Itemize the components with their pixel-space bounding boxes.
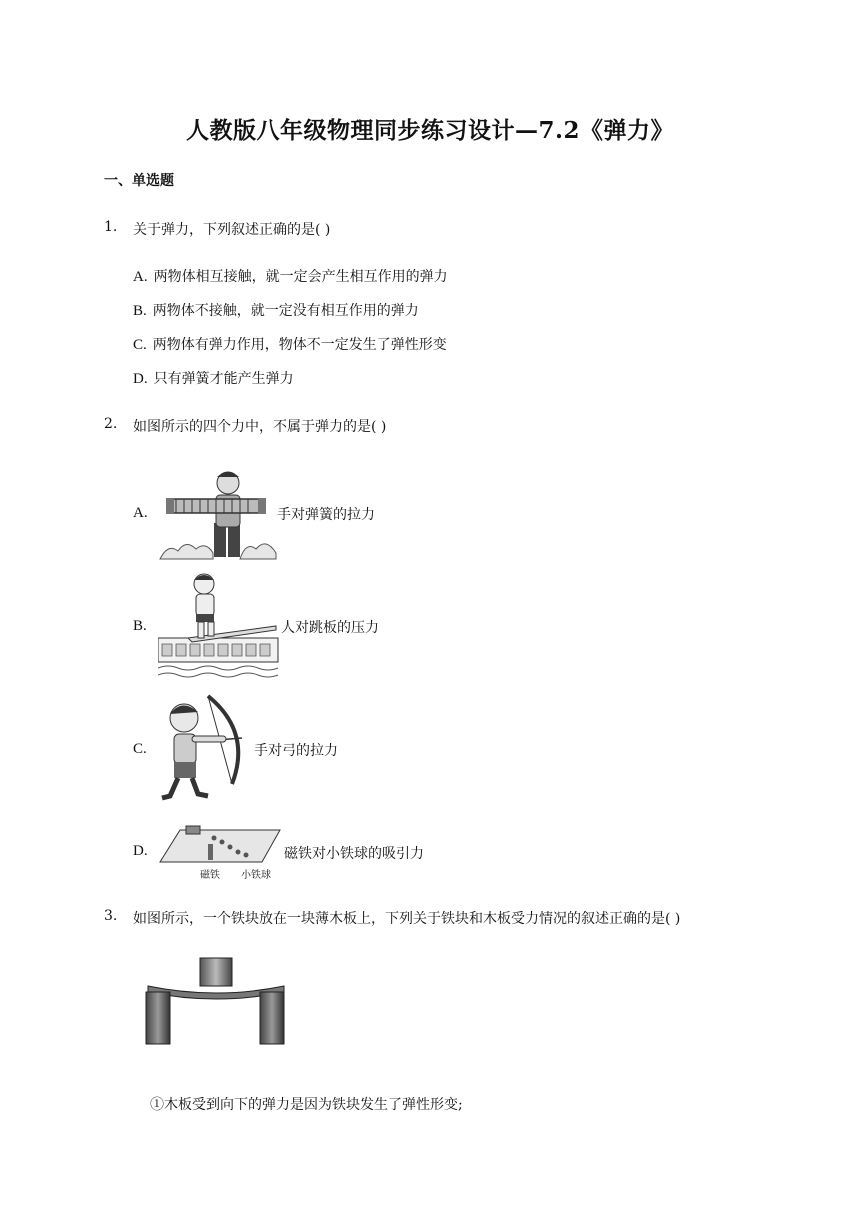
option-text: 只有弹簧才能产生弹力 bbox=[153, 371, 294, 387]
question-3-statement-1: ①木板受到向下的弹力是因为铁块发生了弹性形变; bbox=[150, 1097, 463, 1113]
question-1-option-d[interactable] bbox=[133, 368, 294, 388]
diving-board-illustration bbox=[158, 572, 280, 680]
question-3-number: 3. bbox=[104, 908, 118, 924]
question-2-option-c-letter[interactable]: C. bbox=[133, 741, 147, 757]
option-letter: C. bbox=[133, 337, 147, 353]
question-1-text: 关于弹力，下列叙述正确的是( ) bbox=[133, 222, 331, 238]
question-1-option-a[interactable] bbox=[133, 266, 448, 286]
question-2-option-b-letter[interactable]: B. bbox=[133, 618, 147, 634]
option-letter: B. bbox=[133, 303, 147, 319]
option-text: 两物体有弹力作用，物体不一定发生了弹性形变 bbox=[152, 337, 447, 353]
option-letter: A. bbox=[133, 269, 148, 285]
question-2-option-d-caption: 磁铁对小铁球的吸引力 bbox=[284, 846, 424, 862]
question-2-number: 2. bbox=[104, 416, 118, 432]
question-3-text: 如图所示，一个铁块放在一块薄木板上，下列关于铁块和木板受力情况的叙述正确的是( ) bbox=[133, 911, 681, 927]
question-2-option-d-letter[interactable]: D. bbox=[133, 843, 148, 859]
question-2-option-a-caption: 手对弹簧的拉力 bbox=[277, 507, 375, 523]
magnet-ball-illustration bbox=[158, 822, 282, 866]
page-title: 人教版八年级物理同步练习设计—7.2《弹力》 bbox=[185, 117, 674, 144]
spring-pull-illustration bbox=[158, 465, 278, 561]
iron-block-on-board-illustration bbox=[140, 956, 286, 1048]
iron-ball-label: 小铁球 bbox=[241, 870, 271, 881]
option-text: 两物体不接触，就一定没有相互作用的弹力 bbox=[152, 303, 419, 319]
archer-illustration bbox=[156, 692, 252, 808]
magnet-label: 磁铁 bbox=[200, 870, 220, 881]
option-text: 两物体相互接触，就一定会产生相互作用的弹力 bbox=[153, 269, 448, 285]
question-2-text: 如图所示的四个力中，不属于弹力的是( ) bbox=[133, 419, 387, 435]
question-1-number: 1. bbox=[104, 219, 118, 235]
question-2-option-b-caption: 人对跳板的压力 bbox=[281, 620, 379, 636]
question-2-option-a-letter[interactable]: A. bbox=[133, 505, 148, 521]
question-1-option-c[interactable] bbox=[133, 334, 447, 354]
question-1-option-b[interactable] bbox=[133, 300, 419, 320]
option-letter: D. bbox=[133, 371, 148, 387]
section-heading: 一、单选题 bbox=[104, 173, 174, 189]
question-2-option-c-caption: 手对弓的拉力 bbox=[254, 743, 338, 759]
